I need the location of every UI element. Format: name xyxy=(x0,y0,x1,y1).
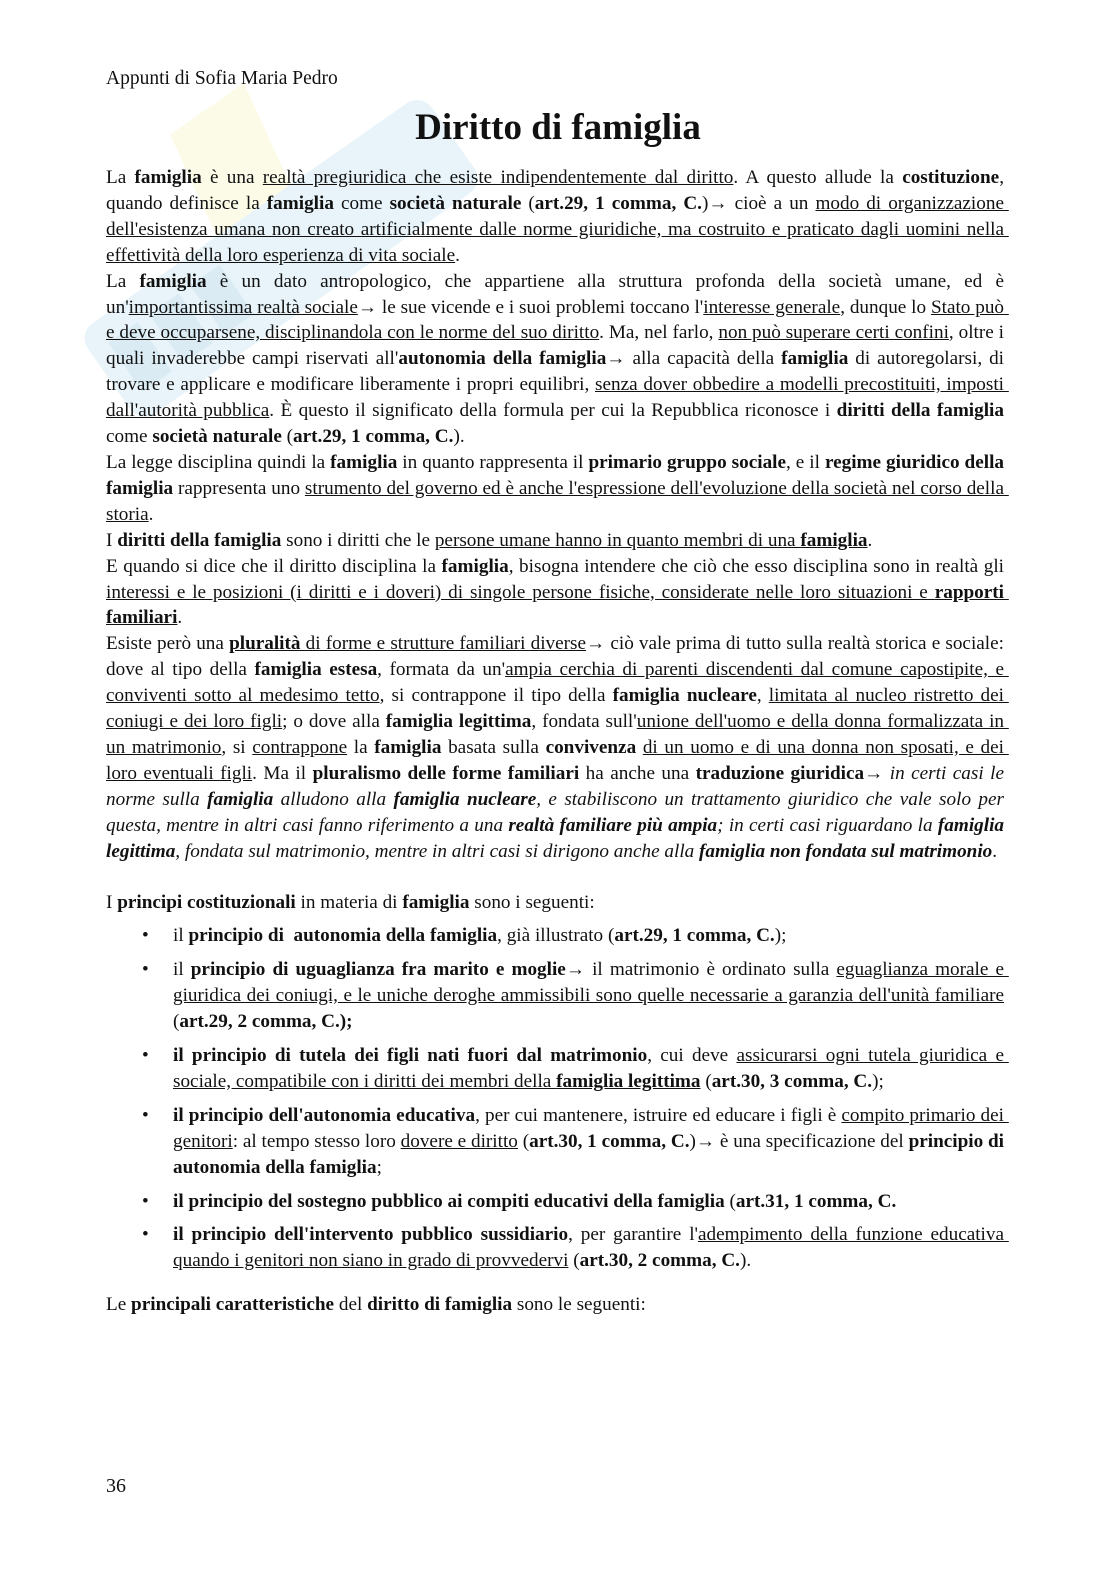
text-run: art.30, 3 comma, C. xyxy=(711,1070,873,1092)
bullet: • xyxy=(142,1190,149,1212)
text-run: il principio del sostegno pubblico ai compiti educativi della famiglia xyxy=(173,1190,725,1212)
text-run: contrappone xyxy=(252,736,348,758)
text-run: . Ma, nel farlo, xyxy=(599,322,719,344)
text-run: )→ è una specificazione del xyxy=(689,1130,909,1152)
text-run: famiglia nucleare xyxy=(612,685,757,707)
text-run: Le xyxy=(106,1294,132,1316)
spacer xyxy=(106,1282,1004,1292)
paragraph xyxy=(106,528,1004,554)
text-run: . È questo il significato della formula per cui la Repubblica riconosce i xyxy=(269,400,837,422)
text-run: . xyxy=(992,840,998,862)
text-run: principali caratteristiche xyxy=(131,1294,335,1316)
list-item xyxy=(106,923,1004,949)
text-run: il principio di tutela dei figli nati fuori dal matrimonio xyxy=(173,1045,648,1066)
list-item xyxy=(106,957,1009,1035)
document-body xyxy=(106,165,1009,1318)
text-run: , si contrappone il tipo della xyxy=(379,685,613,707)
text-run: diritti della famiglia xyxy=(117,529,282,551)
text-run: La legge disciplina quindi la xyxy=(106,451,331,473)
paragraph xyxy=(106,165,1009,269)
text-run: art.30, 2 comma, C. xyxy=(579,1250,740,1272)
text-run: ( xyxy=(281,426,294,448)
text-run: , fondata sull' xyxy=(531,711,637,733)
text-run: in materia di xyxy=(295,892,403,914)
bullet: • xyxy=(142,1224,149,1246)
text-run: società naturale xyxy=(389,192,522,214)
text-run: famiglia non fondata sul matrimonio xyxy=(699,840,993,862)
text-run: basata sulla xyxy=(441,736,546,758)
text-run: Stato può e deve occuparsene, disciplinandola con le norme del suo diritto xyxy=(106,296,1009,344)
text-run: adempimento della funzione educativa quando i genitori non siano in grado di provvedervi xyxy=(173,1224,1009,1272)
text-run: I xyxy=(106,529,118,551)
text-run: , cui deve xyxy=(647,1045,737,1066)
text-run: . xyxy=(455,244,460,266)
text-run: di un uomo e di una donna non sposati, e dei loro eventuali figli xyxy=(106,736,1009,784)
text-run: La xyxy=(106,167,135,188)
text-run: . xyxy=(177,607,183,629)
text-run: diritti della famiglia xyxy=(836,400,1004,422)
text-run: principio di autonomia della famiglia xyxy=(188,925,498,947)
text-run: limitata al nucleo ristretto dei coniugi e dei loro figli xyxy=(106,685,1009,733)
text-run: ; o dove alla xyxy=(282,711,386,733)
text-run: → il matrimonio è ordinato sulla xyxy=(565,959,837,981)
text-run: famiglia estesa xyxy=(254,659,378,681)
text-run: art.31, 1 comma, C. xyxy=(735,1190,897,1212)
text-run: famiglia xyxy=(139,270,207,292)
text-run: , già illustrato ( xyxy=(497,925,615,947)
text-run: famiglia xyxy=(441,555,509,577)
text-run: , oltre i quali invaderebbe campi riservati all' xyxy=(106,322,1009,370)
text-run: principio di autonomia della famiglia xyxy=(173,1130,1009,1178)
header-author-note: Appunti di Sofia Maria Pedro xyxy=(106,68,338,89)
text-run: realtà pregiuridica che esiste indipendentemente dal diritto xyxy=(262,167,734,188)
text-run: sono i seguenti: xyxy=(469,892,595,914)
list-item xyxy=(106,1222,1009,1274)
text-run: come xyxy=(333,192,390,214)
text-run: pluralismo delle forme familiari xyxy=(312,762,580,784)
text-run: realtà familiare più ampia xyxy=(508,814,718,836)
spacer xyxy=(106,864,1004,890)
list-item-text xyxy=(173,1224,1009,1271)
text-run: art.29, 2 comma, C.); xyxy=(179,1011,353,1033)
text-run: famiglia legittima xyxy=(556,1070,701,1092)
text-run: famiglia xyxy=(207,788,274,810)
text-run: ( xyxy=(568,1250,580,1272)
text-run: di autoregolarsi, di trovare e applicare e modificare liberamente i propri equilibri, xyxy=(106,348,1009,396)
bullet: • xyxy=(142,1104,149,1126)
list-item-text xyxy=(173,1045,1009,1092)
text-run: ); xyxy=(872,1070,884,1092)
text-run: alludono alla xyxy=(273,788,394,810)
text-run: di forme e strutture familiari diverse xyxy=(300,633,587,655)
text-run: autonomia della famiglia xyxy=(398,348,607,370)
text-run: , per cui mantenere, istruire ed educare i figli è xyxy=(475,1104,842,1126)
text-run: I xyxy=(106,892,118,914)
text-run: famiglia xyxy=(781,348,849,370)
text-run: primario gruppo sociale xyxy=(588,451,787,473)
text-run: in certi casi le norme sulla xyxy=(106,762,1009,810)
paragraph xyxy=(106,631,1009,864)
text-run: , fondata sul matrimonio, mentre in altri casi si dirigono anche alla xyxy=(175,840,700,862)
text-run: famiglia xyxy=(374,736,442,758)
text-run: del xyxy=(334,1294,368,1316)
text-run: famiglia xyxy=(800,529,868,551)
text-run: La xyxy=(106,270,140,292)
list-item-text xyxy=(173,959,1009,1032)
bullet: • xyxy=(142,1045,149,1066)
text-run: il principio dell'intervento pubblico sussidiario xyxy=(173,1224,569,1246)
text-run: il principio dell'autonomia educativa xyxy=(173,1104,476,1126)
text-run: → ciò vale prima di tutto sulla realtà storica e sociale: dove al tipo della xyxy=(106,633,1009,681)
text-run: → xyxy=(864,762,890,784)
text-run: ( xyxy=(517,1130,530,1152)
text-run: ( xyxy=(173,985,1009,1033)
text-run: , e stabiliscono un trattamento giuridico che vale solo per questa, mentre in altri casi fanno riferimento a una xyxy=(106,788,1009,836)
text-run: famiglia xyxy=(134,167,202,188)
text-run: art.29, 1 comma, C. xyxy=(614,925,775,947)
text-run: eguaglianza morale e giuridica dei coniugi, e le uniche deroghe ammissibili sono quelle necessarie a garanzia dell'unità familiare xyxy=(173,959,1009,1007)
text-run: è una xyxy=(201,167,263,188)
text-run: , quando definisce la xyxy=(106,167,1009,214)
text-run: compito primario dei genitori xyxy=(173,1104,1009,1152)
text-run: importantissima realtà sociale xyxy=(128,296,358,318)
text-run: ampia cerchia di parenti discendenti dal comune capostipite, e conviventi sotto al medesimo tetto xyxy=(106,659,1009,707)
text-run: modo di organizzazione dell'esistenza umana non creato artificialmente dalle norme giuridiche, ma costruito e praticato dagli uomini nella effettività della loro esperienza di vita sociale xyxy=(106,192,1009,266)
text-run: Esiste però una xyxy=(106,633,230,655)
text-run: ; xyxy=(376,1156,382,1178)
text-run: , e il xyxy=(786,451,825,473)
text-run: sono le seguenti: xyxy=(512,1294,646,1316)
text-run: il xyxy=(173,925,189,947)
text-run: famiglia xyxy=(266,192,334,214)
bullet: • xyxy=(142,959,149,981)
text-run: principi costituzionali xyxy=(117,892,296,914)
text-run: costituzione xyxy=(902,167,1000,188)
text-run: ha anche una xyxy=(579,762,696,784)
text-run: pluralità xyxy=(229,633,301,655)
text-run: ). xyxy=(739,1250,752,1272)
list-item-text xyxy=(173,925,786,946)
text-run: , bisogna intendere che ciò che esso disciplina sono in realtà gli xyxy=(508,555,1009,577)
text-run: come xyxy=(106,400,1009,448)
bullet: • xyxy=(142,925,149,947)
text-run: regime giuridico della famiglia xyxy=(106,451,1009,499)
text-run: famiglia nucleare xyxy=(393,788,537,810)
text-run: dovere e diritto xyxy=(400,1130,518,1152)
text-run: . Ma il xyxy=(252,762,313,784)
text-run: strumento del governo ed è anche l'espressione dell'evoluzione della società nel corso della storia xyxy=(106,477,1009,525)
list-item xyxy=(106,1189,1004,1215)
paragraph xyxy=(106,269,1009,450)
text-run: , xyxy=(756,685,769,707)
text-run: assicurarsi ogni tutela giuridica e sociale, compatibile con i diritti dei membri della xyxy=(173,1045,1009,1092)
text-run: ; in certi casi riguardano la xyxy=(717,814,938,836)
list-item-text xyxy=(173,1191,896,1212)
paragraph xyxy=(106,450,1009,528)
text-run: ( xyxy=(521,192,535,214)
text-run: ). xyxy=(453,426,465,448)
paragraph xyxy=(106,554,1009,632)
text-run: persone umane hanno in quanto membri di una xyxy=(434,529,801,551)
text-run: E quando si dice che il diritto disciplina la xyxy=(106,555,442,577)
text-run: convivenza xyxy=(545,736,637,758)
text-run: sono i diritti che le xyxy=(281,529,435,551)
text-run: . xyxy=(148,503,154,525)
text-run: famiglia legittima xyxy=(385,711,532,733)
text-run: ); xyxy=(774,925,787,947)
text-run: , per garantire l' xyxy=(568,1224,698,1246)
text-run: non può superare certi confini xyxy=(718,322,949,344)
text-run: il xyxy=(173,959,191,981)
text-run: senza dover obbedire a modelli precostituiti, imposti dall'autorità pubblica xyxy=(106,374,1009,422)
text-run: ( xyxy=(700,1070,712,1092)
text-run: art.29, 1 comma, C. xyxy=(534,192,702,214)
text-run: . xyxy=(867,529,873,551)
text-run: società naturale xyxy=(152,426,282,448)
text-run: art.29, 1 comma, C. xyxy=(293,426,454,448)
text-run: , formata da un' xyxy=(377,659,506,681)
text-run: famiglia legittima xyxy=(106,814,1009,862)
text-run: → le sue vicende e i suoi problemi toccano l' xyxy=(357,296,704,318)
text-run: : al tempo stesso loro xyxy=(232,1130,401,1152)
principles-intro xyxy=(106,890,1004,916)
principles-list xyxy=(106,923,1009,1274)
text-run: principio di uguaglianza fra marito e moglie xyxy=(190,959,566,981)
closing-line xyxy=(106,1292,1004,1318)
text-run: , dunque lo xyxy=(840,296,931,318)
text-run: è un dato antropologico, che appartiene alla struttura profonda della società umane, ed è un' xyxy=(106,270,1009,318)
text-run xyxy=(636,737,643,758)
text-run: famiglia xyxy=(330,451,398,473)
text-run: famiglia xyxy=(402,892,470,914)
list-item-text xyxy=(173,1105,1009,1178)
text-run: traduzione giuridica xyxy=(695,762,865,784)
page-title: Diritto di famiglia xyxy=(415,107,701,148)
text-run: ( xyxy=(724,1190,736,1212)
text-run: art.30, 1 comma, C. xyxy=(529,1130,690,1152)
text-run: diritto di famiglia xyxy=(367,1294,513,1316)
page-number: 36 xyxy=(106,1475,126,1497)
text-run: interesse generale xyxy=(703,296,841,318)
text-run: in quanto rappresenta il xyxy=(397,451,589,473)
list-item xyxy=(106,1043,1009,1095)
text-run: rappresenta uno xyxy=(173,477,305,499)
text-run: . A questo allude la xyxy=(733,167,903,188)
text-run: interessi e le posizioni (i diritti e i doveri) di singole persone fisiche, considerate nelle loro situazioni e xyxy=(106,581,935,603)
text-run: rapporti familiari xyxy=(106,581,1009,629)
text-run: )→ cioè a un xyxy=(701,192,816,214)
text-run: unione dell'uomo e della donna formalizzata in un matrimonio xyxy=(106,711,1009,758)
text-run: → alla capacità della xyxy=(606,348,782,370)
text-run: la xyxy=(347,736,375,758)
text-run: , si xyxy=(221,736,253,758)
list-item xyxy=(106,1103,1009,1181)
